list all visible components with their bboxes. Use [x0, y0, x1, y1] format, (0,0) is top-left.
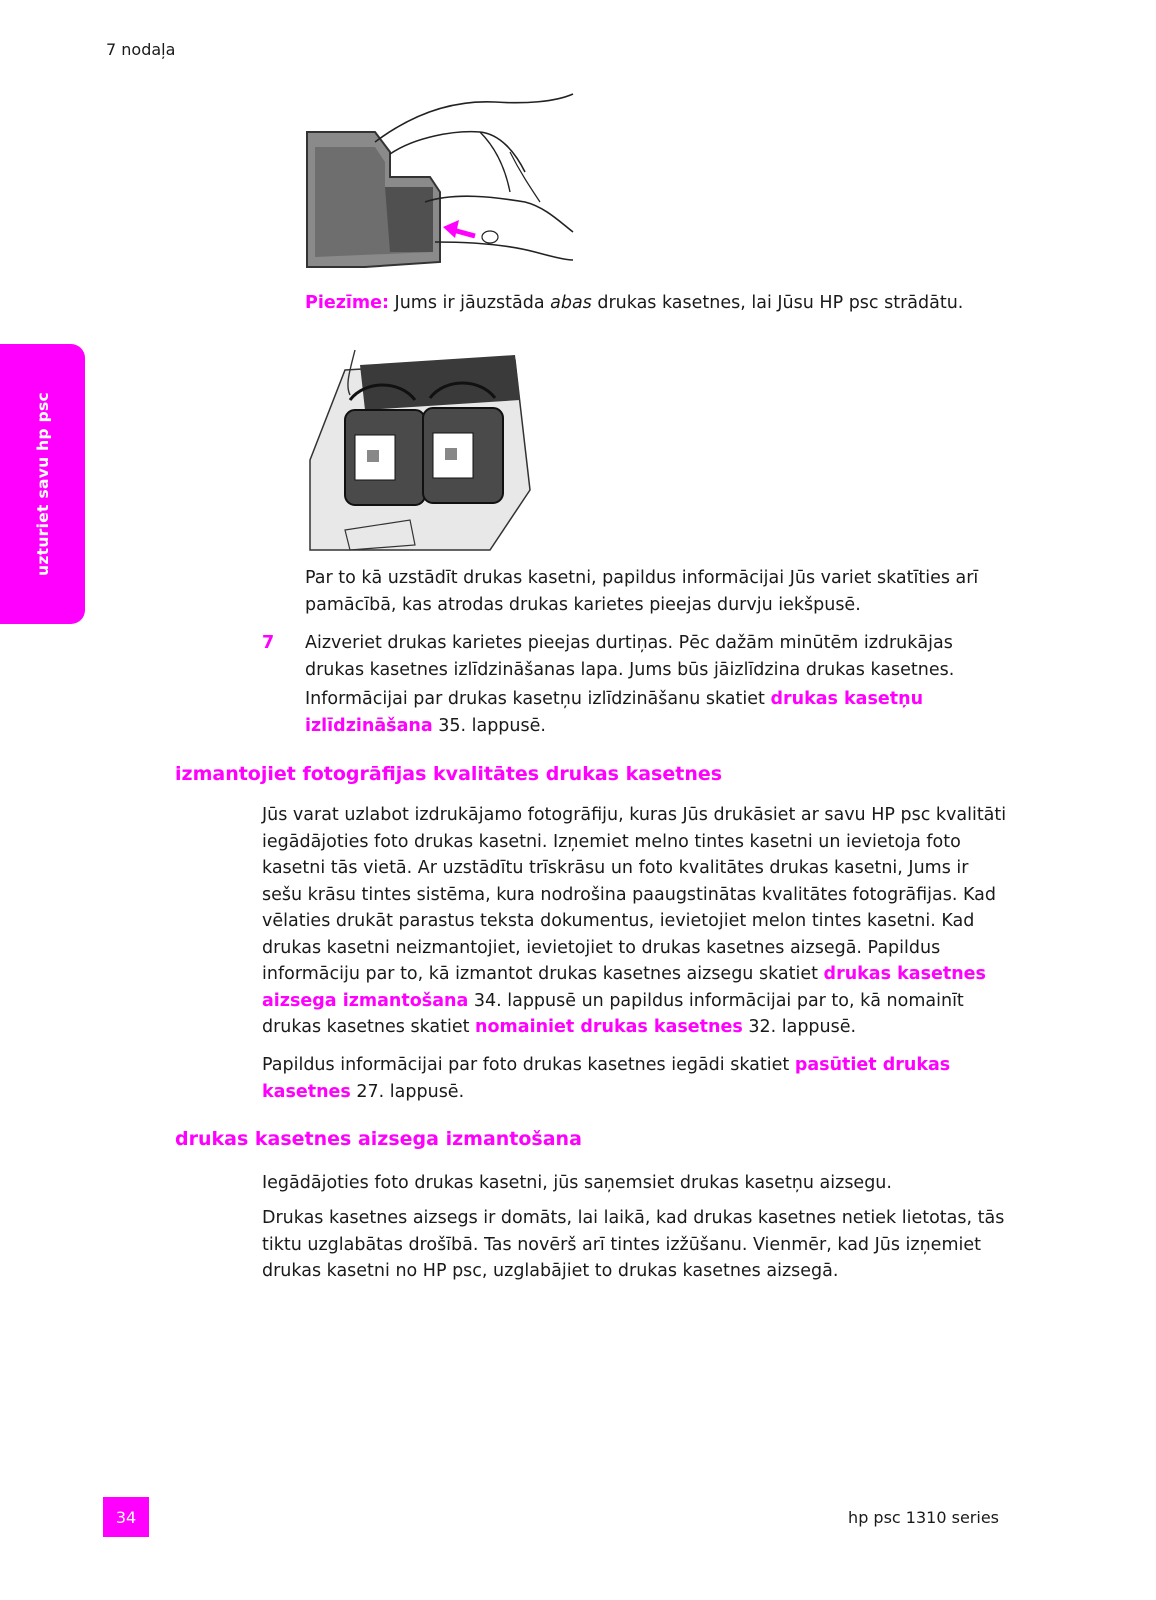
page-number: 34 — [103, 1497, 149, 1537]
footer-product: hp psc 1310 series — [848, 1508, 999, 1527]
side-tab-label: uzturiet savu hp psc — [33, 391, 52, 577]
link-replace-cartridges[interactable]: nomainiet drukas kasetnes — [475, 1017, 743, 1037]
step-7-info: Informācijai par drukas kasetņu izlīdzināšanu skatiet drukas kasetņu izlīdzināšana 35. lappusē. — [305, 689, 924, 736]
chapter-header: 7 nodaļa — [106, 40, 176, 59]
section1-paragraph2: Papildus informācijai par foto drukas kasetnes iegādi skatiet pasūtiet drukas kasetnes 27. lappusē. — [262, 1055, 951, 1102]
step-7-text: Aizveriet drukas karietes pieejas durtiņas. Pēc dažām minūtēm izdrukājas drukas kasetnes izlīdzināšanas lapa. Jums būs jāizlīdzina drukas kasetnes. — [305, 633, 955, 680]
note-label: Piezīme: — [305, 293, 389, 313]
section2-paragraph1: Iegādājoties foto drukas kasetni, jūs saņemsiet drukas kasetņu aizsegu. — [262, 1173, 892, 1193]
link-order-cartridges[interactable]: pasūtiet drukas kasetnes — [262, 1055, 951, 1102]
link-align-cartridges[interactable]: drukas kasetņu izlīdzināšana — [305, 689, 924, 736]
step-number: 7 — [262, 633, 275, 653]
link-cartridge-protector[interactable]: drukas kasetnes aizsega izmantošana — [262, 964, 986, 1011]
section1-paragraph1: Jūs varat uzlabot izdrukājamo fotogrāfiju, kuras Jūs drukāsiet ar savu HP psc kvalitāti iegādājoties foto drukas kasetni. Izņemiet melno tintes kasetni un ievietoja foto kasetni tās vietā. Ar uzstādītu trīskrāsu un foto kvalitātes drukas kasetni, Jums ir sešu krāsu tintes sistēma, kura nodrošina paaugstinātas kvalitātes fotogrāfijas. Kad vēlaties drukāt parastus teksta dokumentus, ievietojiet melon tintes kasetni. Kad drukas kasetni neizmantojiet, ievietojiet to drukas kasetnes aizsegā. Papildus informāciju par to, kā izmantot drukas kasetnes aizsegu skatiet drukas kasetnes aizsega izmantošana 34. lappusē un papildus informācijai par to, kā nomainīt drukas kasetnes skatiet nomainiet drukas kasetnes 32. lappusē. — [262, 805, 1007, 1037]
figure-two-cartridges — [305, 340, 535, 555]
section-heading-cartridge-protector: drukas kasetnes aizsega izmantošana — [175, 1128, 582, 1150]
install-paragraph: Par to kā uzstādīt drukas kasetni, papildus informācijai Jūs variet skatīties arī pamācībā, kas atrodas drukas karietes pieejas durvju iekšpusē. — [305, 568, 979, 615]
note: Piezīme: Jums ir jāuzstāda abas drukas kasetnes, lai Jūsu HP psc strādātu. — [305, 293, 964, 313]
figure-insert-cartridge — [305, 92, 585, 272]
section-heading-photo-cartridge: izmantojiet fotogrāfijas kvalitātes drukas kasetnes — [175, 763, 723, 785]
section2-paragraph2: Drukas kasetnes aizsegs ir domāts, lai laikā, kad drukas kasetnes netiek lietotas, tās tiktu uzglabātas drošībā. Tas novērš arī tintes izžūšanu. Vienmēr, kad Jūs izņemiet drukas kasetni no HP psc, uzglabājiet to drukas kasetnes aizsegā. — [262, 1208, 1005, 1281]
side-tab — [0, 344, 85, 624]
